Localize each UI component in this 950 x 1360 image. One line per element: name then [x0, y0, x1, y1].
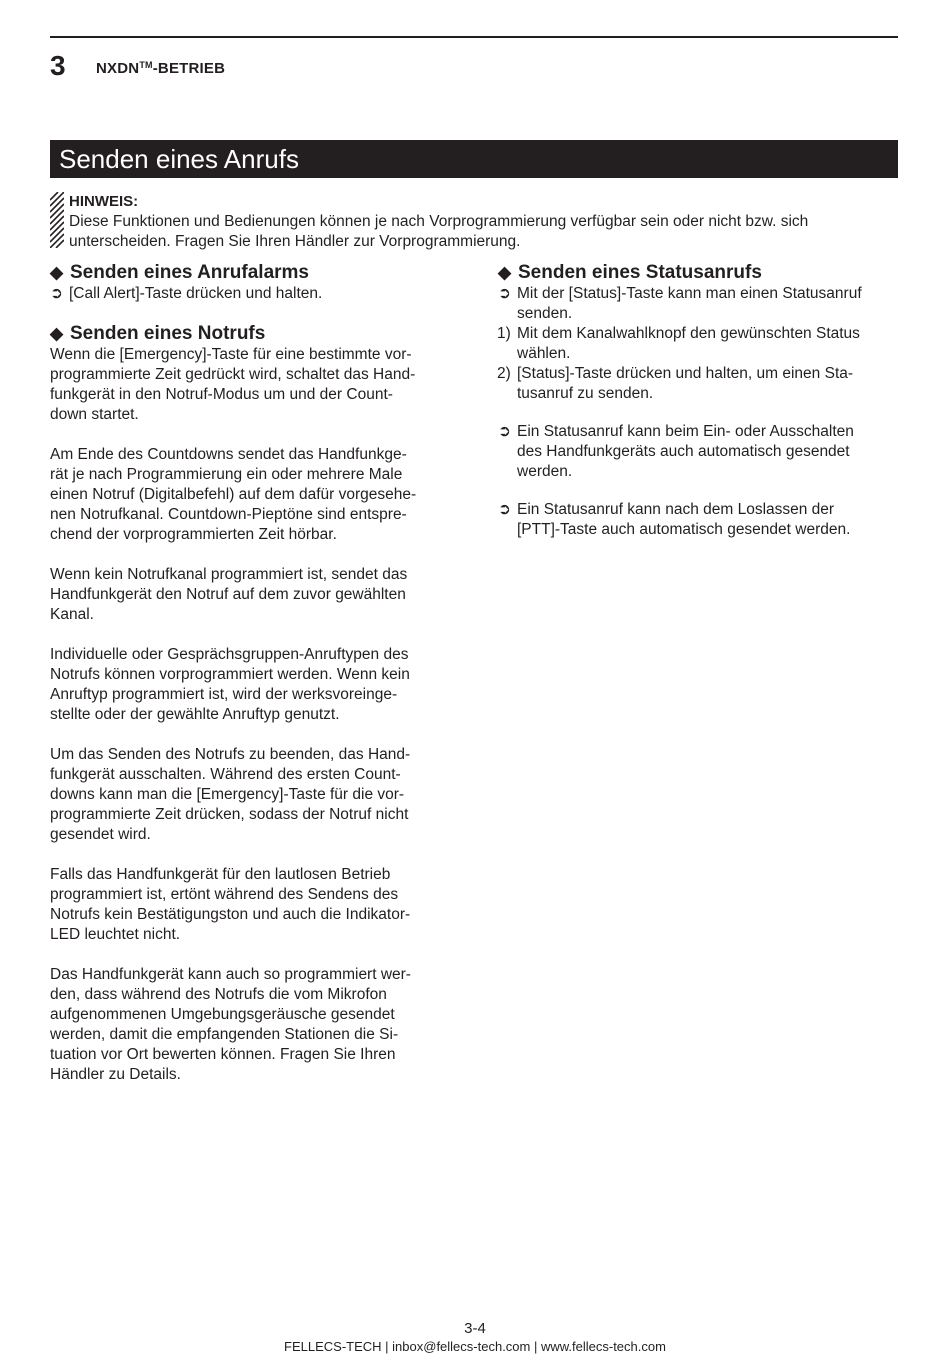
- footer-info: FELLECS-TECH | inbox@fellecs-tech.com | www.fellecs-tech.com: [284, 1339, 666, 1354]
- left-column: [50, 262, 450, 1085]
- paragraph: Um das Senden des Notrufs zu beenden, das Hand- funkgerät ausschalten. Während des ersten Count- downs kann man die [Emergency]-Taste für die vor- programmierte Zeit drücken, sodass der Notruf nicht gesendet wird.: [50, 746, 411, 843]
- heading-statusanruf: ◆ Senden eines Statusanrufs: [498, 262, 762, 283]
- page-number: 3-4: [464, 1320, 486, 1337]
- diamond-icon: ◆: [498, 263, 512, 282]
- paragraph: Das Handfunkgerät kann auch so programmiert wer- den, dass während des Notrufs die vom Mikrofon aufgenommenen Umgebungsgeräusche gesendet werden, damit die empfangenden Stationen die Si- tuation vor Ort bewerten können. Fragen Sie Ihren Händler zu Details.: [50, 966, 411, 1083]
- diamond-icon: ◆: [50, 324, 64, 343]
- section-banner: [50, 140, 898, 178]
- arrow-icon: ➲: [498, 285, 511, 302]
- arrow-item: ➲ Ein Statusanruf kann nach dem Loslassen der [PTT]-Taste auch automatisch gesendet werden.: [498, 501, 851, 538]
- note-text: [69, 212, 899, 252]
- arrow-icon: ➲: [50, 285, 63, 302]
- header-rule: [50, 36, 898, 38]
- paragraph: Falls das Handfunkgerät für den lautlosen Betrieb programmiert ist, ertönt während des Sendens des Notrufs kein Bestätigungston und auch die Indikator- LED leuchtet nicht.: [50, 866, 411, 943]
- step-item: 2) [Status]-Taste drücken und halten, um einen Sta- tusanruf zu senden.: [497, 365, 854, 402]
- paragraph: Wenn kein Notrufkanal programmiert ist, sendet das Handfunkgerät den Notruf auf dem zuvor gewählten Kanal.: [50, 566, 408, 623]
- right-column: [498, 262, 908, 540]
- note-title: HINWEIS:: [69, 193, 139, 210]
- arrow-icon: ➲: [498, 501, 511, 518]
- paragraph: Individuelle oder Gesprächsgruppen-Anruftypen des Notrufs können vorprogrammiert werden. Wenn kein Anruftyp programmiert ist, wird der werksvoreinge- stellte oder der gewählte Anruftyp genutzt.: [50, 646, 410, 723]
- heading-notruf: ◆ Senden eines Notrufs: [50, 323, 266, 344]
- heading-anrufalarm: ◆ Senden eines Anrufalarms: [50, 262, 309, 283]
- chapter-title-a: NXDN: [96, 60, 140, 77]
- step-number: 2): [497, 365, 511, 382]
- arrow-item: ➲ Mit der [Status]-Taste kann man einen Statusanruf senden.: [498, 285, 862, 322]
- step-number: 1): [497, 325, 511, 342]
- section-title: Senden eines Anrufs: [59, 144, 299, 174]
- diamond-icon: ◆: [50, 263, 64, 282]
- note-line: unterscheiden. Fragen Sie Ihren Händler zur Vorprogrammierung.: [69, 233, 521, 250]
- arrow-item: ➲ [Call Alert]-Taste drücken und halten.: [50, 285, 323, 302]
- trademark-sup: TM: [139, 60, 153, 70]
- paragraph: Am Ende des Countdowns sendet das Handfunkge- rät je nach Programmierung ein oder mehrere Male einen Notruf (Digitalbefehl) auf dem dafür vorgesehe- nen Notrufkanal. Countdown-Pieptöne sind entspre- chend der vorprogrammierten Zeit hörbar.: [50, 446, 417, 543]
- step-item: 1) Mit dem Kanalwahlknopf den gewünschten Status wählen.: [497, 325, 860, 362]
- chapter-title: [96, 60, 225, 77]
- chapter-title-b: -BETRIEB: [152, 60, 226, 77]
- chapter-number: 3: [50, 50, 66, 81]
- arrow-icon: ➲: [498, 423, 511, 440]
- hatch-icon: [50, 192, 64, 248]
- note-line: Diese Funktionen und Bedienungen können je nach Vorprogrammierung verfügbar sein oder nicht bzw. sich: [69, 213, 809, 230]
- arrow-item: ➲ Ein Statusanruf kann beim Ein- oder Ausschalten des Handfunkgeräts auch automatisch gesendet werden.: [498, 423, 854, 480]
- paragraph: Wenn die [Emergency]-Taste für eine bestimmte vor- programmierte Zeit gedrückt wird, schaltet das Hand- funkgerät in den Notruf-Modus um und der Count- down startet.: [50, 346, 416, 423]
